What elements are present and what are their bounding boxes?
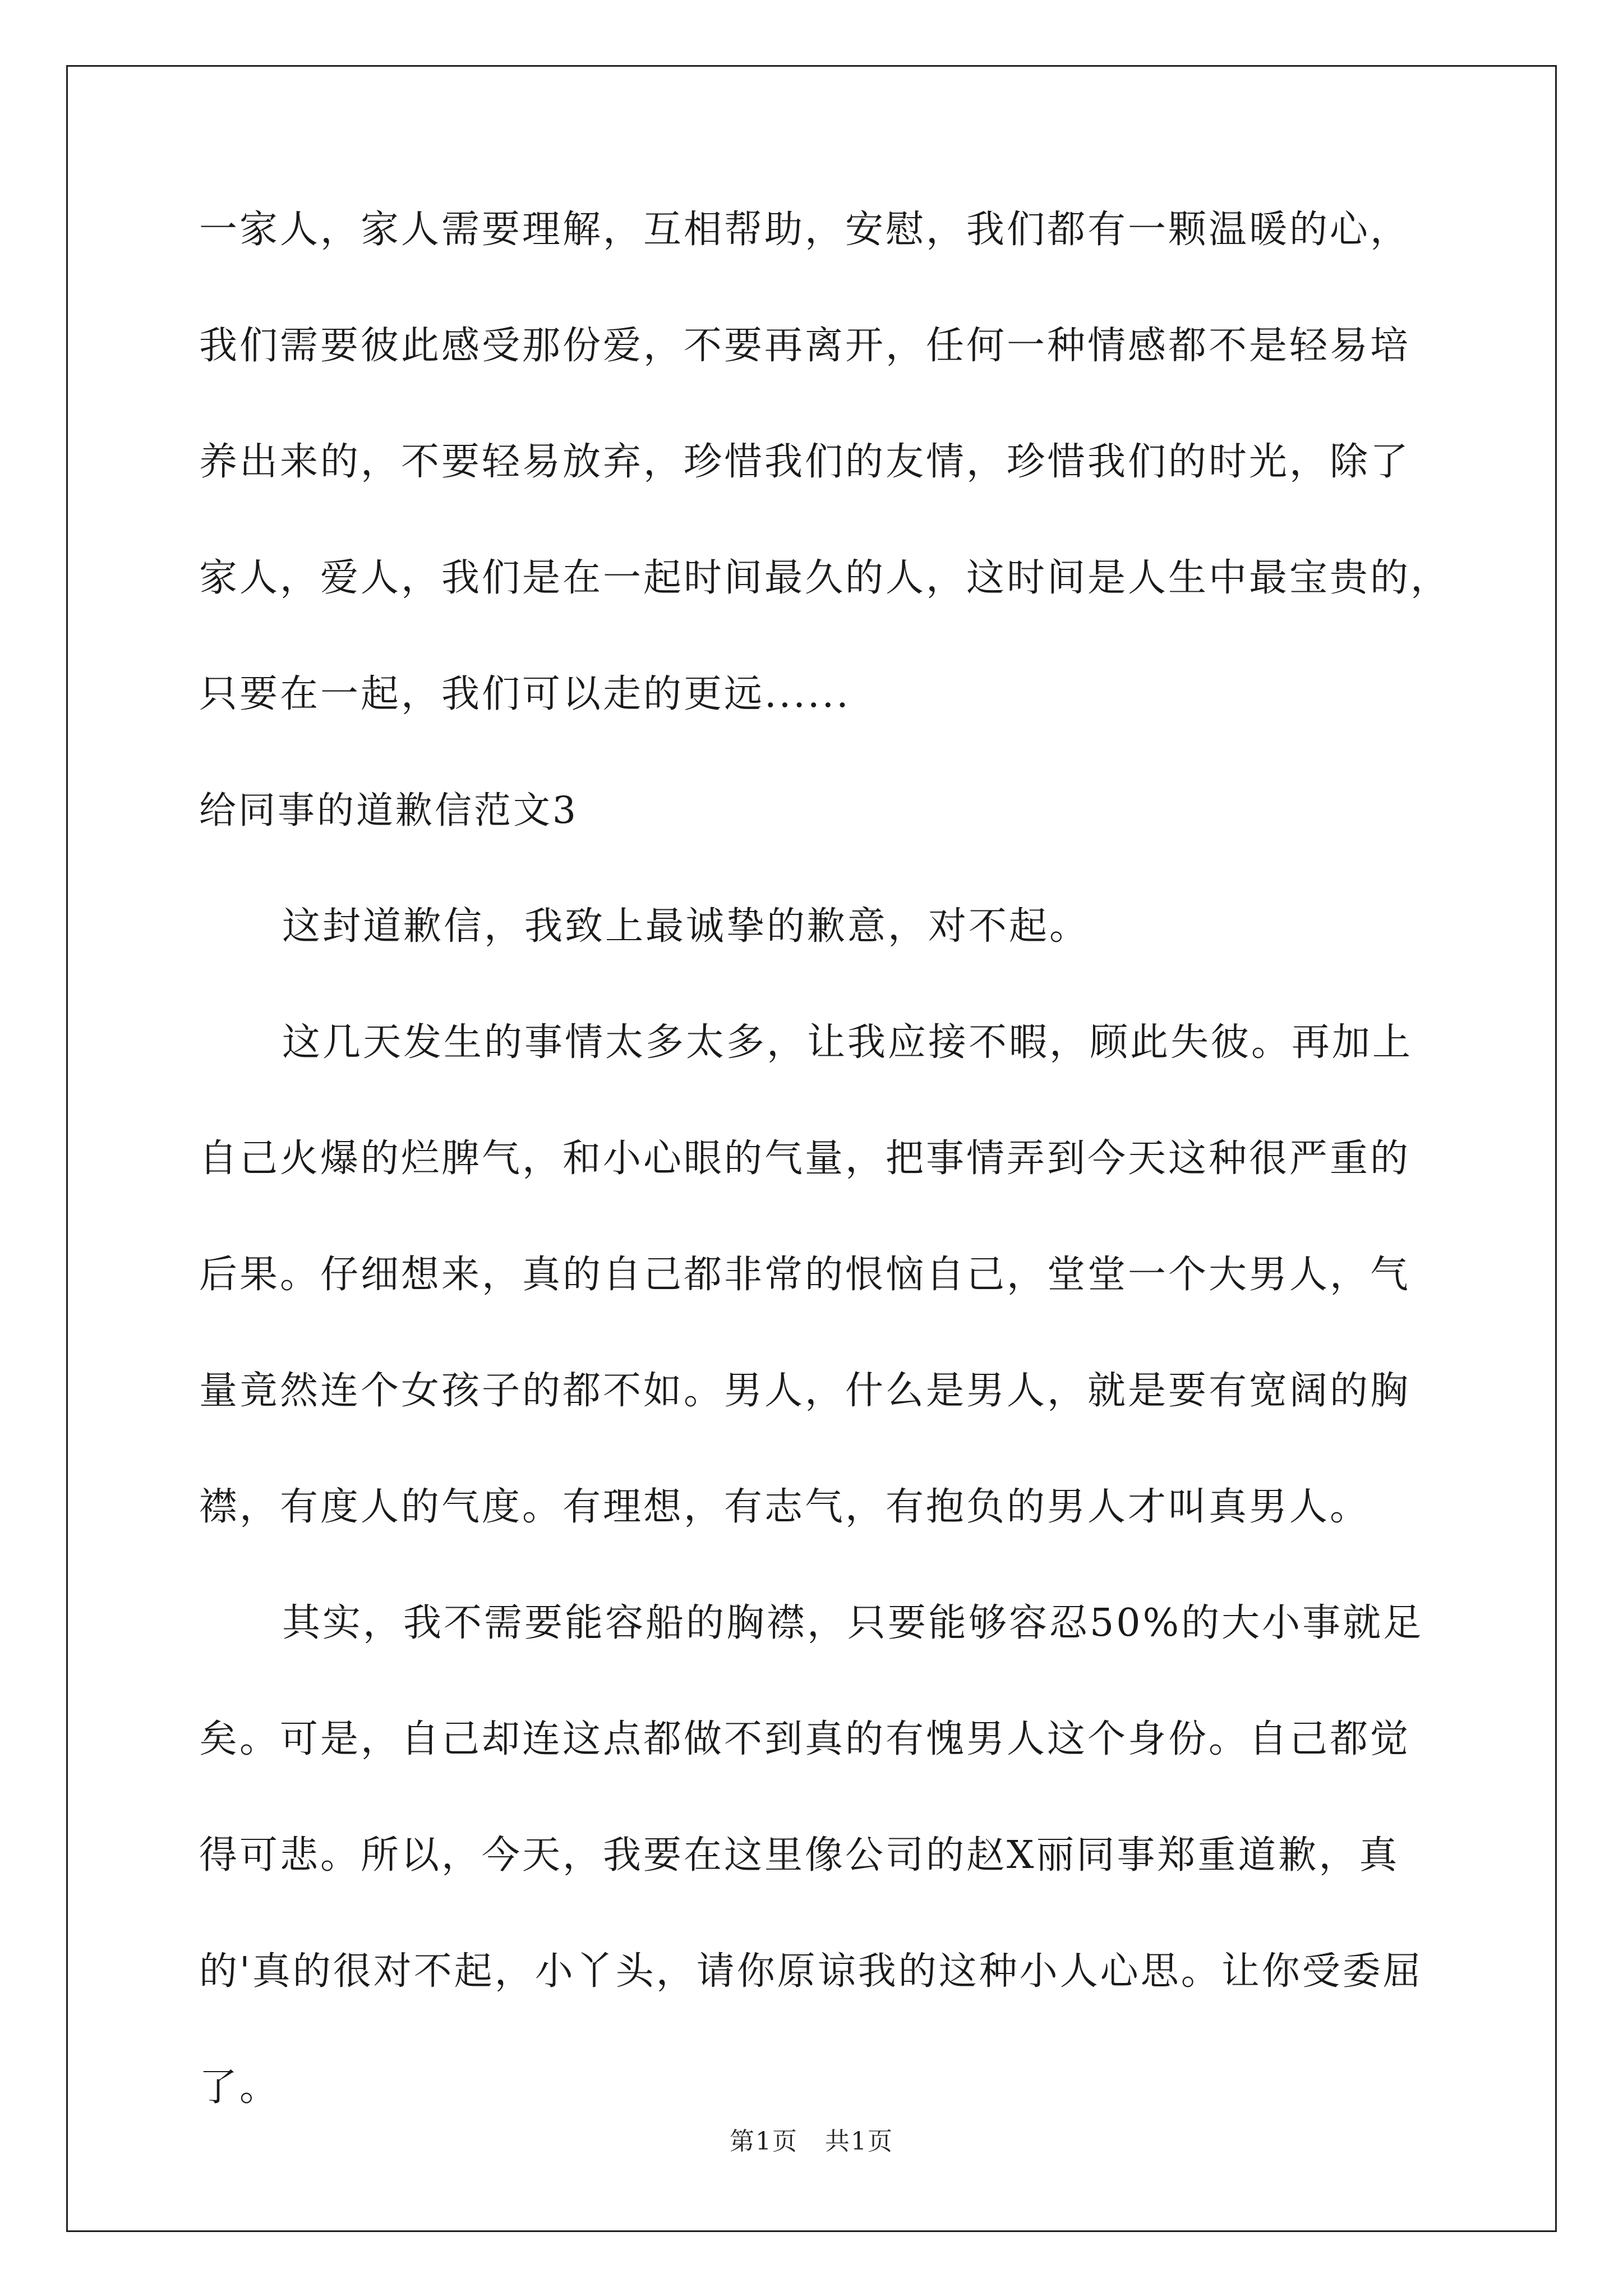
paragraph-line: 这几天发生的事情太多太多，让我应接不暇，顾此失彼。再加上 <box>282 1020 1413 1065</box>
text-line: 一家人，家人需要理解，互相帮助，安慰，我们都有一颗温暖的心， <box>199 208 1411 252</box>
paragraph-line: 这封道歉信，我致上最诚挚的歉意，对不起。 <box>282 904 1090 949</box>
text-line: 襟，有度人的气度。有理想，有志气，有抱负的男人才叫真男人。 <box>199 1485 1371 1529</box>
document-body <box>199 208 1451 2110</box>
paragraph-line: 其实，我不需要能容船的胸襟，只要能够容忍50%的大小事就足 <box>282 1601 1424 1645</box>
text-line: 了。 <box>199 2065 280 2110</box>
text-line: 养出来的，不要轻易放弃，珍惜我们的友情，珍惜我们的时光，除了 <box>199 440 1411 484</box>
text-line: 后果。仔细想来，真的自己都非常的恨恼自己，堂堂一个大男人，气 <box>199 1253 1411 1297</box>
text-line: 我们需要彼此感受那份爱，不要再离开，任何一种情感都不是轻易培 <box>199 324 1411 368</box>
text-line: 的'真的很对不起，小丫头，请你原谅我的这种小人心思。让你受委屈 <box>199 1949 1423 1994</box>
page-total: 共1页 <box>825 2127 893 2156</box>
text-line: 矣。可是，自己却连这点都做不到真的有愧男人这个身份。自己都觉 <box>199 1717 1411 1761</box>
text-line: 家人，爱人，我们是在一起时间最久的人，这时间是人生中最宝贵的， <box>199 556 1451 600</box>
text-line: 得可悲。所以，今天，我要在这里像公司的赵X丽同事郑重道歉，真 <box>199 1833 1400 1878</box>
section-heading: 给同事的道歉信范文3 <box>199 789 578 832</box>
text-line: 只要在一起，我们可以走的更远...... <box>199 672 851 716</box>
text-line: 量竟然连个女孩子的都不如。男人，什么是男人，就是要有宽阔的胸 <box>199 1369 1411 1413</box>
text-line: 自己火爆的烂脾气，和小心眼的气量，把事情弄到今天这种很严重的 <box>199 1137 1411 1181</box>
page-number: 第1页 <box>730 2127 798 2156</box>
page-footer <box>0 2126 1623 2157</box>
